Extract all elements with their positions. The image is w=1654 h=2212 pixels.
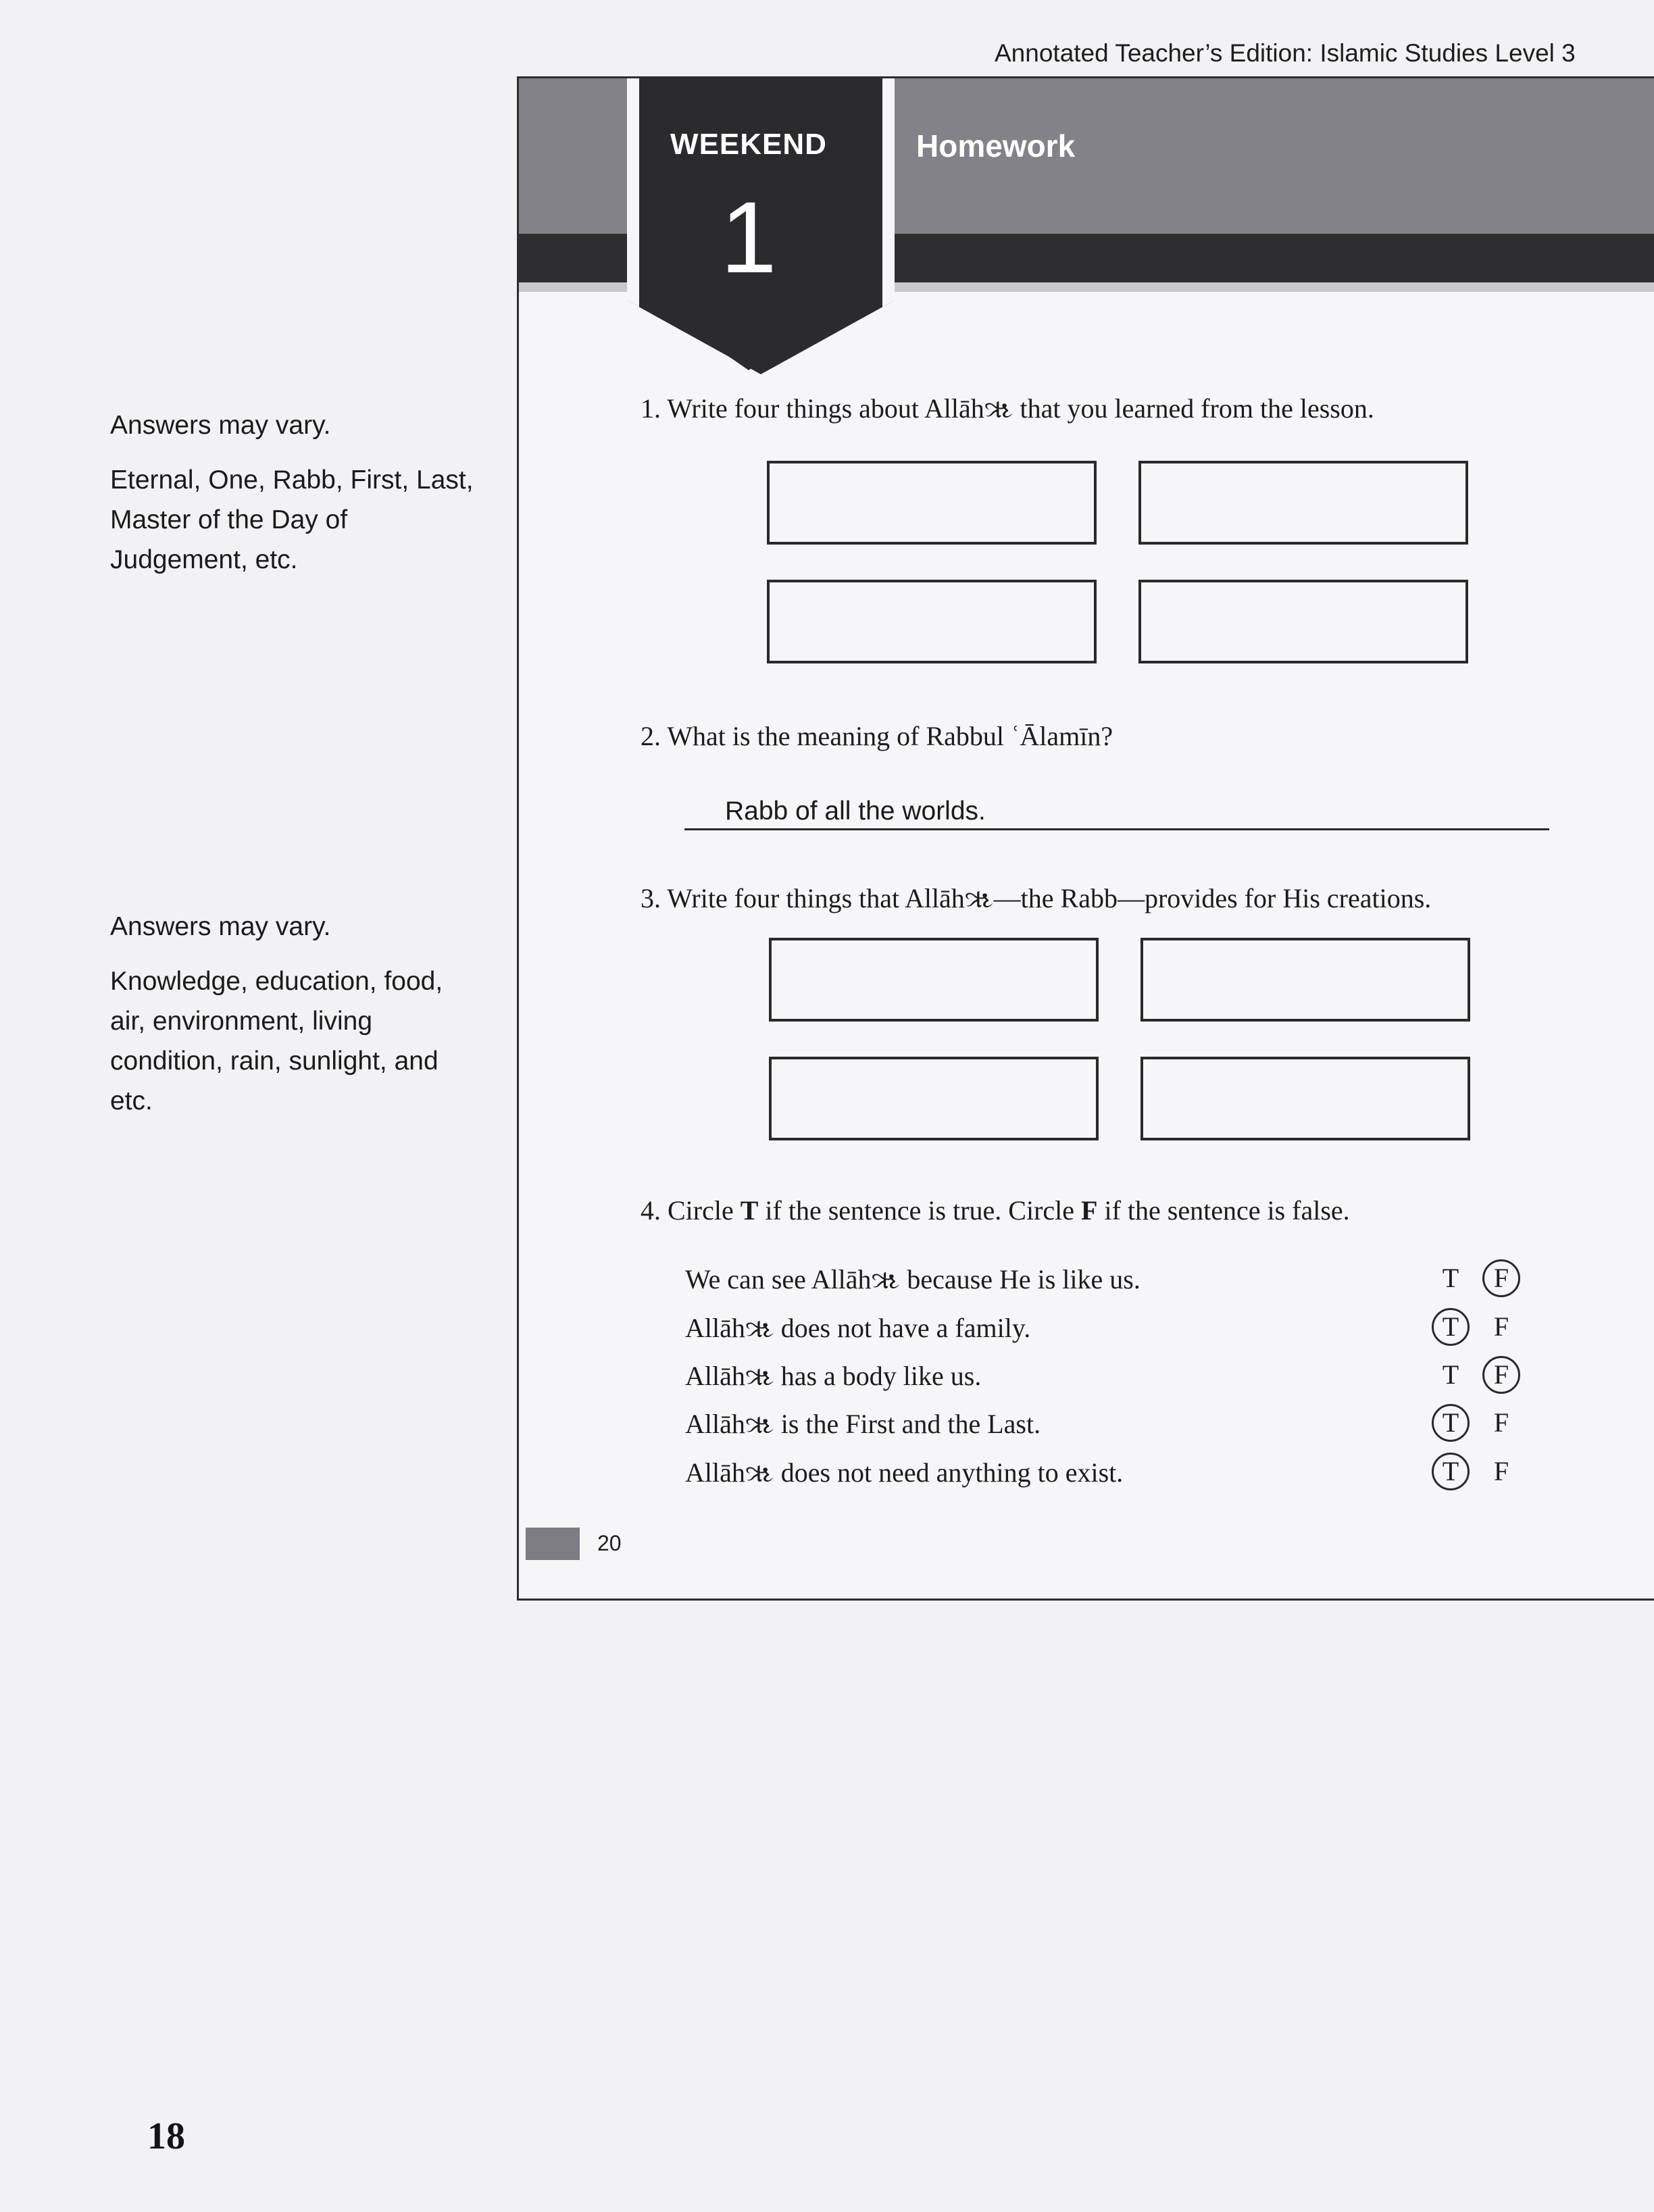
false-option-circled[interactable]: F (1482, 1259, 1520, 1297)
answer-box[interactable] (1138, 461, 1468, 545)
false-option[interactable]: F (1493, 1456, 1509, 1486)
answer-box[interactable] (767, 461, 1097, 545)
answer-box[interactable] (769, 1057, 1099, 1140)
question-3: 3. Write four things that Allāhૠ—the Rabb—provides for His creations. (641, 883, 1432, 913)
answer-line (684, 828, 1549, 830)
question-2: 2. What is the meaning of Rabbul ʿĀlamīn? (641, 721, 1113, 751)
true-option[interactable]: T (1442, 1263, 1459, 1293)
question-4-prefix: 4. Circle (641, 1195, 741, 1226)
book-page-number: 18 (147, 2115, 185, 2157)
answer-box[interactable] (1138, 580, 1468, 663)
tf-row (685, 1308, 1604, 1349)
side-note-lead: Answers may vary. (110, 411, 331, 440)
question-4-f: F (1081, 1195, 1098, 1226)
answer-box[interactable] (769, 938, 1099, 1022)
footer-tab (526, 1528, 580, 1560)
tf-statement: Allāhૠ does not need anything to exist. (685, 1457, 1124, 1488)
false-option[interactable]: F (1493, 1407, 1509, 1438)
homework-worksheet (517, 76, 1654, 1601)
question-4-t: T (740, 1195, 759, 1226)
answer-box[interactable] (1141, 1057, 1470, 1140)
true-option-circled[interactable]: T (1432, 1308, 1470, 1346)
weekend-number: 1 (720, 180, 777, 294)
answer-box[interactable] (767, 580, 1097, 663)
question-4-suffix: if the sentence is false. (1097, 1195, 1350, 1226)
side-note-answer-3 (110, 907, 475, 1121)
side-note-body: Eternal, One, Rabb, First, Last, Master of the Day of Judgement, etc. (110, 466, 474, 574)
answer-box[interactable] (1141, 938, 1470, 1022)
question-4-mid: if the sentence is true. Circle (758, 1195, 1082, 1226)
side-note-lead: Answers may vary. (110, 912, 331, 941)
tf-row (685, 1453, 1604, 1493)
true-option-circled[interactable]: T (1432, 1453, 1470, 1490)
tf-row (685, 1356, 1604, 1397)
tf-statement: We can see Allāhૠ because He is like us. (685, 1264, 1141, 1294)
tf-statement: Allāhૠ has a body like us. (685, 1361, 982, 1391)
weekend-label: WEEKEND (670, 128, 827, 161)
false-option-circled[interactable]: F (1482, 1356, 1520, 1394)
question-2-answer: Rabb of all the worlds. (725, 797, 986, 826)
question-4 (641, 1195, 1350, 1226)
tf-row (685, 1259, 1604, 1300)
side-note-answer-1 (110, 405, 475, 580)
side-note-body: Knowledge, education, food, air, environment, living condition, rain, sunlight, and etc. (110, 967, 443, 1115)
tf-row (685, 1404, 1604, 1444)
page-header-title: Annotated Teacher’s Edition: Islamic Studies Level 3 (995, 39, 1576, 67)
false-option[interactable]: F (1493, 1311, 1509, 1342)
section-title: Homework (916, 128, 1076, 164)
true-option[interactable]: T (1442, 1359, 1459, 1390)
tf-statement: Allāhૠ does not have a family. (685, 1313, 1031, 1343)
tf-statement: Allāhૠ is the First and the Last. (685, 1409, 1041, 1439)
true-option-circled[interactable]: T (1432, 1404, 1470, 1442)
worksheet-page-number: 20 (597, 1531, 622, 1555)
question-1: 1. Write four things about Allāhૠ that you learned from the lesson. (641, 393, 1374, 424)
